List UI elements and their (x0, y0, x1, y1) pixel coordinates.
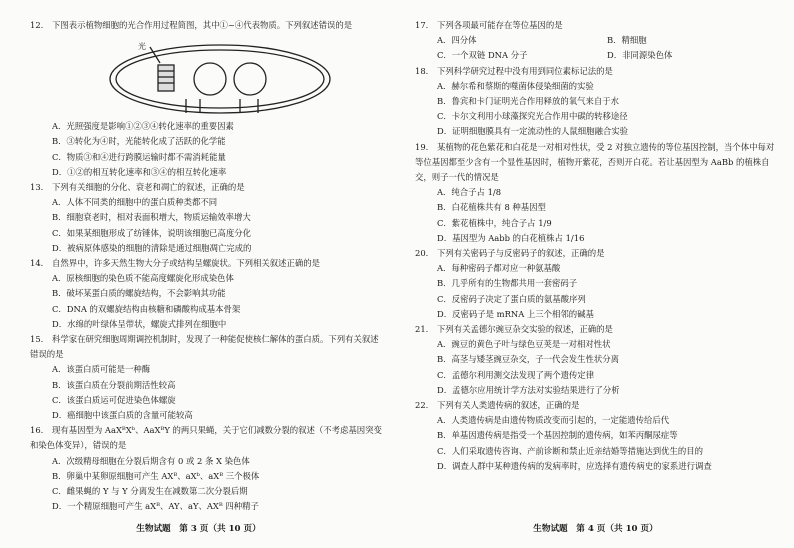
question-16 (30, 423, 383, 514)
option-c[interactable]: C．孟德尔利用测交法发现了两个遗传定律 (437, 369, 595, 380)
cycle-right (234, 63, 266, 95)
option-d[interactable]: D．孟德尔应用统计学方法对实验结果进行了分析 (437, 384, 620, 395)
option-d[interactable]: D．证明细胞膜具有一定流动性的人鼠细胞融合实验 (437, 126, 628, 137)
question-stem: 下图表示植物细胞的光合作用过程简图，其中①~④代表物质。下列叙述错误的是 (52, 20, 353, 30)
light-label: 光 (138, 42, 146, 52)
chloroplast-diagram (90, 37, 350, 117)
question-number: 13. (30, 182, 44, 193)
option-c[interactable]: C．卡尔文利用小球藻探究光合作用中碳的转移途径 (437, 111, 628, 122)
option-a[interactable]: A．四分体 (437, 35, 477, 46)
option-a[interactable]: A．纯合子占 1/8 (437, 187, 502, 198)
question-number: 19. (415, 141, 429, 152)
question-stem: 下列各项最可能存在等位基因的是 (437, 20, 563, 30)
option-b[interactable]: B．精细胞 (607, 35, 647, 46)
question-stem: 科学家在研究细胞周期调控机制时，发现了一种能促使核仁解体的蛋白质。下列有关叙述错误的是 (30, 334, 379, 360)
question-stem: 某植物的花色紫花和白花是一对相对性状，受 2 对独立遗传的等位基因控制，当个体中每对等位基因都至少含有一个显性基因时，植物开紫花，否则开白花。若让基因型为 AaBb 的植株自交，则子一代的情况是 (415, 141, 775, 183)
option-a[interactable]: A．该蛋白质可能是一种酶 (52, 364, 151, 375)
option-b[interactable]: B．几乎所有的生物都共用一套密码子 (437, 278, 578, 289)
question-19 (415, 140, 782, 246)
option-c[interactable]: C．雌果蝇的 Y 与 Y 分离发生在减数第二次分裂后期 (52, 486, 248, 497)
option-a[interactable]: A．人体不同类的细胞中的蛋白质种类都不同 (52, 197, 218, 208)
thylakoid-stack (158, 65, 174, 91)
option-b[interactable]: B．单基因遗传病是指受一个基因控制的遗传病，如苯丙酮尿症等 (437, 430, 678, 441)
question-stem: 自然界中，许多天然生物大分子或结构呈螺旋状。下列相关叙述正确的是 (52, 258, 320, 269)
option-d[interactable]: D．一个精原细胞可产生 aXᴮ、AY、aY、AXᴮ 四种精子 (52, 501, 259, 512)
chloroplast-inner-membrane (116, 50, 324, 108)
question-number: 20. (415, 248, 429, 259)
question-13 (30, 180, 383, 256)
option-c[interactable]: C．人们采取遗传咨询、产前诊断和禁止近亲结婚等措施达到优生的目的 (437, 445, 704, 456)
option-a[interactable]: A．原核细胞的染色质不能高度螺旋化形成染色体 (52, 273, 234, 284)
question-number: 15. (30, 334, 44, 345)
cycle-left (194, 63, 226, 95)
option-b[interactable]: B．鲁宾和卡门证明光合作用释放的氧气来自于水 (437, 96, 620, 107)
option-b[interactable]: B．高茎与矮茎豌豆杂交，子一代会发生性状分离 (437, 354, 620, 365)
question-stem: 下列有关人类遗传病的叙述，正确的是 (437, 400, 580, 411)
question-stem: 下列科学研究过程中没有用到同位素标记法的是 (437, 65, 613, 76)
question-18 (415, 64, 782, 140)
option-b[interactable]: B．白花植株共有 8 种基因型 (437, 202, 546, 213)
page-footer: 生物试题 第 3 页（共 10 页） (136, 524, 261, 534)
option-c[interactable]: C．该蛋白质运可促进染色体螺旋 (52, 394, 176, 405)
option-c[interactable]: C．一个双链 DNA 分子 (437, 50, 528, 61)
question-stem: 下列有关孟德尔豌豆杂交实验的叙述，正确的是 (437, 324, 613, 335)
question-22 (415, 398, 782, 474)
option-c[interactable]: C．如果某细胞形成了纺锤体，说明该细胞已高度分化 (52, 227, 252, 238)
question-number: 22. (415, 400, 429, 411)
question-stem: 现有基因型为 AaXᴮXᵇ、AaXᴮY 的两只果蝇，关于它们减数分裂的叙述（不考虑基因突变和染色体变异），错误的是 (30, 425, 382, 451)
option-a[interactable]: A．人类遗传病是由遗传物质改变而引起的，一定能遗传给后代 (437, 415, 670, 426)
question-12 (30, 18, 383, 180)
question-number: 12. (30, 20, 44, 30)
question-14 (30, 256, 383, 332)
option-a[interactable]: A．每种密码子都对应一种氨基酸 (437, 263, 561, 274)
option-b[interactable]: B．该蛋白质在分裂前期活性较高 (52, 379, 176, 390)
question-number: 21. (415, 324, 429, 335)
question-stem: 下列有关密码子与反密码子的叙述，正确的是 (437, 248, 605, 259)
option-a[interactable]: A．豌豆的黄色子叶与绿色豆荚是一对相对性状 (437, 339, 611, 350)
option-b[interactable]: B．卵巢中某卵原细胞可产生 AXᴮ、aXᵇ、aXᴮ 三个极体 (52, 470, 260, 481)
option-d[interactable]: D．水绵的叶绿体呈带状，螺旋式排列在细胞中 (52, 318, 227, 329)
question-17 (415, 18, 782, 64)
option-a[interactable]: A．次级精母细胞在分裂后期含有 0 或 2 条 X 染色体 (52, 455, 250, 466)
question-15 (30, 332, 383, 423)
page-footer: 生物试题 第 4 页（共 10 页） (533, 524, 658, 534)
option-b[interactable]: B．细胞衰老时，相对表面积增大，物质运输效率增大 (52, 212, 251, 223)
option-a[interactable]: A．光照强度是影响①②③④转化速率的重要因素 (52, 121, 234, 132)
question-number: 14. (30, 258, 44, 269)
option-b[interactable]: B．③转化为④时，光能转化成了活跃的化学能 (52, 136, 226, 147)
option-a[interactable]: A．赫尔希和蔡斯的噬菌体侵染细菌的实验 (437, 80, 594, 91)
option-b[interactable]: B．破坏某蛋白质的螺旋结构，不会影响其功能 (52, 288, 226, 299)
option-d[interactable]: D．反密码子是 mRNA 上三个相邻的碱基 (437, 308, 594, 319)
option-d[interactable]: D．基因型为 Aabb 的白花植株占 1/16 (437, 232, 585, 243)
chloroplast-outer-membrane (110, 45, 330, 113)
option-c[interactable]: C．DNA 的双螺旋结构由核糖和磷酸构成基本骨架 (52, 303, 241, 314)
question-stem: 下列有关细胞的分化、衰老和凋亡的叙述，正确的是 (52, 182, 245, 193)
option-c[interactable]: C．反密码子决定了蛋白质的氨基酸序列 (437, 293, 586, 304)
question-number: 17. (415, 20, 429, 30)
question-21 (415, 322, 782, 398)
option-d[interactable]: D．①②的相互转化速率和③④的相互转化速率 (52, 166, 227, 177)
option-d[interactable]: D．被病原体感染的细胞的清除是通过细胞凋亡完成的 (52, 242, 252, 253)
page-4 (397, 0, 794, 548)
question-number: 16. (30, 425, 44, 436)
question-number: 18. (415, 65, 429, 76)
question-20 (415, 246, 782, 322)
option-c[interactable]: C．紫花植株中，纯合子占 1/9 (437, 217, 552, 228)
option-d[interactable]: D．癌细胞中该蛋白质的含量可能较高 (52, 410, 193, 421)
option-c[interactable]: C．物质③和④进行跨膜运输时都不需消耗能量 (52, 151, 226, 162)
option-d[interactable]: D．非同源染色体 (607, 50, 673, 61)
option-d[interactable]: D．调查人群中某种遗传病的发病率时，应选择有遗传病史的家系进行调查 (437, 460, 712, 471)
